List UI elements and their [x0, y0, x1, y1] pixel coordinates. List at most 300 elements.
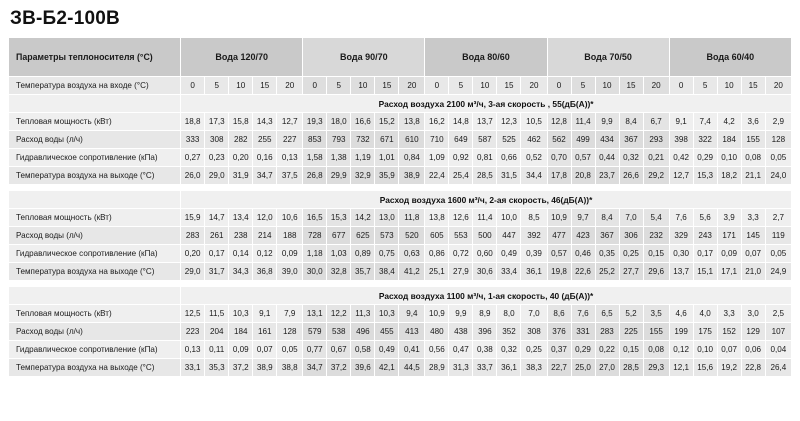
- data-cell: 8,4: [619, 113, 643, 131]
- data-cell: 145: [741, 227, 765, 245]
- data-cell: 27,9: [449, 263, 473, 281]
- table-row: [9, 227, 792, 245]
- data-cell: 11,3: [351, 305, 375, 323]
- data-cell: 18,2: [717, 167, 741, 185]
- inlet-temperature-value: 20: [277, 77, 303, 95]
- data-cell: 12,5: [181, 305, 205, 323]
- data-cell: 3,0: [741, 305, 765, 323]
- data-cell: 14,2: [351, 209, 375, 227]
- data-cell: 3,3: [717, 305, 741, 323]
- data-cell: 0,07: [717, 341, 741, 359]
- inlet-temperature-value: 5: [571, 77, 595, 95]
- data-cell: 12,3: [497, 113, 521, 131]
- row-label: Расход воды (л/ч): [9, 131, 181, 149]
- data-cell: 261: [205, 227, 229, 245]
- inlet-temperature-value: 5: [205, 77, 229, 95]
- inlet-temperature-value: 0: [547, 77, 571, 95]
- data-cell: 0,38: [473, 341, 497, 359]
- data-cell: 413: [399, 323, 425, 341]
- table-row: [9, 245, 792, 263]
- data-cell: 12,0: [253, 209, 277, 227]
- data-cell: 0,58: [351, 341, 375, 359]
- data-cell: 710: [425, 131, 449, 149]
- data-cell: 0,11: [205, 341, 229, 359]
- inlet-temperature-value: 0: [669, 77, 693, 95]
- data-cell: 15,8: [229, 113, 253, 131]
- data-cell: 0,22: [595, 341, 619, 359]
- inlet-temperature-value: 15: [375, 77, 399, 95]
- data-cell: 0,07: [741, 245, 765, 263]
- data-cell: 33,1: [181, 359, 205, 377]
- data-cell: 27,7: [619, 263, 643, 281]
- data-cell: 2,5: [765, 305, 791, 323]
- section-band-empty: [9, 95, 181, 113]
- data-cell: 3,3: [741, 209, 765, 227]
- data-cell: 188: [277, 227, 303, 245]
- data-cell: 293: [643, 131, 669, 149]
- data-cell: 32,8: [327, 263, 351, 281]
- data-cell: 13,7: [473, 113, 497, 131]
- data-cell: 11,5: [205, 305, 229, 323]
- data-cell: 34,7: [253, 167, 277, 185]
- data-cell: 500: [473, 227, 497, 245]
- data-cell: 0,12: [253, 245, 277, 263]
- data-cell: 0,04: [765, 341, 791, 359]
- data-cell: 8,4: [595, 209, 619, 227]
- data-cell: 3,9: [717, 209, 741, 227]
- data-cell: 5,2: [619, 305, 643, 323]
- data-cell: 732: [351, 131, 375, 149]
- data-cell: 15,3: [327, 209, 351, 227]
- data-cell: 36,1: [521, 263, 547, 281]
- data-cell: 12,7: [277, 113, 303, 131]
- section-band-label: Расход воздуха 1600 м³/ч, 2-ая скорость, 46(дБ(А))*: [181, 191, 792, 209]
- inlet-temperature-value: 20: [643, 77, 669, 95]
- data-cell: 14,3: [253, 113, 277, 131]
- data-cell: 13,0: [375, 209, 399, 227]
- data-cell: 0,63: [399, 245, 425, 263]
- data-cell: 37,2: [229, 359, 253, 377]
- row-label: Гидравлическое сопротивление (кПа): [9, 245, 181, 263]
- data-cell: 392: [521, 227, 547, 245]
- data-cell: 283: [595, 323, 619, 341]
- data-cell: 128: [277, 323, 303, 341]
- data-cell: 499: [571, 131, 595, 149]
- data-cell: 25,4: [449, 167, 473, 185]
- data-cell: 283: [181, 227, 205, 245]
- data-cell: 10,0: [497, 209, 521, 227]
- data-cell: 10,9: [547, 209, 571, 227]
- data-cell: 525: [497, 131, 521, 149]
- inlet-temperature-label: Температура воздуха на входе (°C): [9, 77, 181, 95]
- data-cell: 32,9: [351, 167, 375, 185]
- data-cell: 34,3: [229, 263, 253, 281]
- data-cell: 0,41: [399, 341, 425, 359]
- data-cell: 7,6: [669, 209, 693, 227]
- data-cell: 9,9: [595, 113, 619, 131]
- data-cell: 0,92: [449, 149, 473, 167]
- data-cell: 1,01: [375, 149, 399, 167]
- data-cell: 25,0: [571, 359, 595, 377]
- data-cell: 0,17: [205, 245, 229, 263]
- data-cell: 21,1: [741, 167, 765, 185]
- data-cell: 12,7: [669, 167, 693, 185]
- data-cell: 29,3: [643, 359, 669, 377]
- data-cell: 0,29: [693, 149, 717, 167]
- data-cell: 322: [693, 131, 717, 149]
- column-group-header: Вода 80/60: [425, 38, 547, 77]
- data-cell: 14,7: [205, 209, 229, 227]
- data-cell: 11,4: [473, 209, 497, 227]
- data-cell: 175: [693, 323, 717, 341]
- data-cell: 27,0: [595, 359, 619, 377]
- data-cell: 33,4: [497, 263, 521, 281]
- data-cell: 0,49: [375, 341, 399, 359]
- data-cell: 8,9: [473, 305, 497, 323]
- data-cell: 0,14: [229, 245, 253, 263]
- data-cell: 22,8: [741, 359, 765, 377]
- data-cell: 649: [449, 131, 473, 149]
- data-cell: 22,7: [547, 359, 571, 377]
- data-cell: 6,7: [643, 113, 669, 131]
- data-cell: 13,8: [399, 113, 425, 131]
- data-cell: 9,9: [449, 305, 473, 323]
- data-cell: 0,20: [229, 149, 253, 167]
- inlet-temperature-value: 10: [351, 77, 375, 95]
- data-cell: 0,09: [229, 341, 253, 359]
- table-row: [9, 359, 792, 377]
- data-cell: 255: [253, 131, 277, 149]
- data-cell: 152: [717, 323, 741, 341]
- data-cell: 21,0: [741, 263, 765, 281]
- data-cell: 35,9: [375, 167, 399, 185]
- row-label: Температура воздуха на выходе (°C): [9, 263, 181, 281]
- row-label: Тепловая мощность (кВт): [9, 113, 181, 131]
- data-cell: 10,3: [229, 305, 253, 323]
- data-cell: 0,30: [669, 245, 693, 263]
- data-cell: 33,7: [473, 359, 497, 377]
- data-cell: 223: [181, 323, 205, 341]
- data-cell: 17,8: [547, 167, 571, 185]
- data-cell: 8,0: [497, 305, 521, 323]
- section-band-empty: [9, 191, 181, 209]
- data-cell: 0,57: [571, 149, 595, 167]
- data-cell: 0,44: [595, 149, 619, 167]
- data-cell: 25,2: [595, 263, 619, 281]
- data-cell: 0,89: [351, 245, 375, 263]
- data-cell: 41,2: [399, 263, 425, 281]
- data-cell: 38,9: [399, 167, 425, 185]
- data-cell: 0,09: [277, 245, 303, 263]
- data-cell: 10,5: [521, 113, 547, 131]
- data-cell: 37,5: [277, 167, 303, 185]
- data-cell: 538: [327, 323, 351, 341]
- row-label: Температура воздуха на выходе (°C): [9, 359, 181, 377]
- data-cell: 573: [375, 227, 399, 245]
- data-cell: 331: [571, 323, 595, 341]
- data-cell: 2,9: [765, 113, 791, 131]
- data-cell: 1,38: [327, 149, 351, 167]
- data-cell: 0,13: [181, 341, 205, 359]
- data-cell: 5,4: [643, 209, 669, 227]
- data-cell: 8,6: [547, 305, 571, 323]
- inlet-temperature-value: 5: [327, 77, 351, 95]
- data-cell: 2,7: [765, 209, 791, 227]
- data-cell: 29,0: [181, 263, 205, 281]
- inlet-temperature-value: 15: [619, 77, 643, 95]
- data-cell: 0,32: [497, 341, 521, 359]
- data-cell: 29,2: [643, 167, 669, 185]
- data-cell: 128: [765, 131, 791, 149]
- data-cell: 9,4: [399, 305, 425, 323]
- data-cell: 22,6: [571, 263, 595, 281]
- table-row: [9, 131, 792, 149]
- inlet-temperature-value: 20: [765, 77, 791, 95]
- data-cell: 605: [425, 227, 449, 245]
- data-cell: 26,6: [619, 167, 643, 185]
- data-cell: 434: [595, 131, 619, 149]
- row-label: Тепловая мощность (кВт): [9, 209, 181, 227]
- data-cell: 0,84: [399, 149, 425, 167]
- data-cell: 35,3: [205, 359, 229, 377]
- data-cell: 107: [765, 323, 791, 341]
- data-cell: 29,9: [327, 167, 351, 185]
- data-cell: 0,47: [449, 341, 473, 359]
- inlet-temperature-value: 10: [473, 77, 497, 95]
- inlet-temperature-value: 20: [399, 77, 425, 95]
- data-cell: 155: [741, 131, 765, 149]
- data-cell: 30,6: [473, 263, 497, 281]
- inlet-temperature-value: 10: [595, 77, 619, 95]
- data-cell: 31,9: [229, 167, 253, 185]
- data-cell: 853: [303, 131, 327, 149]
- data-cell: 9,1: [669, 113, 693, 131]
- data-cell: 0,08: [643, 341, 669, 359]
- data-cell: 0,09: [717, 245, 741, 263]
- data-cell: 610: [399, 131, 425, 149]
- data-cell: 520: [399, 227, 425, 245]
- data-cell: 38,3: [521, 359, 547, 377]
- data-cell: 477: [547, 227, 571, 245]
- data-cell: 13,7: [669, 263, 693, 281]
- data-cell: 15,2: [375, 113, 399, 131]
- table-row: [9, 113, 792, 131]
- data-cell: 171: [717, 227, 741, 245]
- data-cell: 13,1: [303, 305, 327, 323]
- data-cell: 26,0: [181, 167, 205, 185]
- data-cell: 0,25: [619, 245, 643, 263]
- inlet-temperature-value: 15: [497, 77, 521, 95]
- table-row: [9, 323, 792, 341]
- data-cell: 15,1: [693, 263, 717, 281]
- data-cell: 367: [619, 131, 643, 149]
- data-cell: 12,2: [327, 305, 351, 323]
- data-cell: 455: [375, 323, 399, 341]
- data-cell: 1,58: [303, 149, 327, 167]
- data-cell: 5,6: [693, 209, 717, 227]
- data-cell: 214: [253, 227, 277, 245]
- data-cell: 0,23: [205, 149, 229, 167]
- inlet-temperature-value: 5: [449, 77, 473, 95]
- table-row: [9, 167, 792, 185]
- data-cell: 352: [497, 323, 521, 341]
- row-label: Тепловая мощность (кВт): [9, 305, 181, 323]
- data-cell: 17,1: [717, 263, 741, 281]
- inlet-temperature-value: 10: [717, 77, 741, 95]
- data-cell: 0,39: [521, 245, 547, 263]
- data-cell: 19,8: [547, 263, 571, 281]
- column-group-header: Вода 120/70: [181, 38, 303, 77]
- data-cell: 0,16: [253, 149, 277, 167]
- row-label: Температура воздуха на выходе (°C): [9, 167, 181, 185]
- data-cell: 0,77: [303, 341, 327, 359]
- data-cell: 306: [619, 227, 643, 245]
- inlet-temperature-value: 0: [181, 77, 205, 95]
- data-cell: 625: [351, 227, 375, 245]
- data-cell: 16,2: [425, 113, 449, 131]
- section-band-label: Расход воздуха 2100 м³/ч, 3-ая скорость , 55(дБ(А))*: [181, 95, 792, 113]
- data-cell: 19,3: [303, 113, 327, 131]
- data-cell: 0,42: [669, 149, 693, 167]
- data-cell: 11,8: [399, 209, 425, 227]
- data-cell: 15,3: [693, 167, 717, 185]
- data-cell: 1,09: [425, 149, 449, 167]
- data-cell: 199: [669, 323, 693, 341]
- data-cell: 0,10: [693, 341, 717, 359]
- table-row: [9, 149, 792, 167]
- data-cell: 671: [375, 131, 399, 149]
- data-cell: 728: [303, 227, 327, 245]
- data-cell: 376: [547, 323, 571, 341]
- data-cell: 7,0: [619, 209, 643, 227]
- section-band-row: [9, 95, 792, 113]
- data-cell: 0,05: [277, 341, 303, 359]
- inlet-temperature-value: 15: [741, 77, 765, 95]
- data-cell: 496: [351, 323, 375, 341]
- data-cell: 35,7: [351, 263, 375, 281]
- data-cell: 39,6: [351, 359, 375, 377]
- data-cell: 36,1: [497, 359, 521, 377]
- column-group-header: Вода 60/40: [669, 38, 791, 77]
- data-cell: 11,4: [571, 113, 595, 131]
- data-cell: 7,0: [521, 305, 547, 323]
- data-cell: 0,05: [765, 149, 791, 167]
- data-cell: 0,75: [375, 245, 399, 263]
- data-cell: 0,35: [595, 245, 619, 263]
- row-label: Расход воды (л/ч): [9, 227, 181, 245]
- data-cell: 18,8: [181, 113, 205, 131]
- data-cell: 677: [327, 227, 351, 245]
- data-cell: 243: [693, 227, 717, 245]
- data-cell: 308: [205, 131, 229, 149]
- data-cell: 30,0: [303, 263, 327, 281]
- data-cell: 28,5: [619, 359, 643, 377]
- data-cell: 184: [229, 323, 253, 341]
- data-cell: 0,10: [717, 149, 741, 167]
- data-cell: 367: [595, 227, 619, 245]
- data-cell: 438: [449, 323, 473, 341]
- data-cell: 0,15: [619, 341, 643, 359]
- data-cell: 15,9: [181, 209, 205, 227]
- data-cell: 155: [643, 323, 669, 341]
- data-cell: 553: [449, 227, 473, 245]
- data-cell: 396: [473, 323, 497, 341]
- data-cell: 333: [181, 131, 205, 149]
- table-row: [9, 305, 792, 323]
- inlet-temperature-value: 0: [425, 77, 449, 95]
- data-cell: 0,72: [449, 245, 473, 263]
- section-band-row: [9, 191, 792, 209]
- data-cell: 12,8: [547, 113, 571, 131]
- data-cell: 4,2: [717, 113, 741, 131]
- data-cell: 29,6: [643, 263, 669, 281]
- data-cell: 38,4: [375, 263, 399, 281]
- data-cell: 225: [619, 323, 643, 341]
- inlet-temperature-value: 20: [521, 77, 547, 95]
- data-cell: 0,66: [497, 149, 521, 167]
- data-cell: 26,8: [303, 167, 327, 185]
- data-cell: 0,67: [327, 341, 351, 359]
- data-cell: 0,13: [277, 149, 303, 167]
- data-cell: 13,8: [425, 209, 449, 227]
- data-cell: 0,46: [571, 245, 595, 263]
- data-cell: 462: [521, 131, 547, 149]
- specification-table: [8, 37, 792, 377]
- data-cell: 0,37: [547, 341, 571, 359]
- data-cell: 31,5: [497, 167, 521, 185]
- data-cell: 9,7: [571, 209, 595, 227]
- data-cell: 0,20: [181, 245, 205, 263]
- data-cell: 0,25: [521, 341, 547, 359]
- inlet-temperature-value: 15: [253, 77, 277, 95]
- data-cell: 13,4: [229, 209, 253, 227]
- data-cell: 36,8: [253, 263, 277, 281]
- data-cell: 0,57: [547, 245, 571, 263]
- inlet-temperature-value: 10: [229, 77, 253, 95]
- data-cell: 28,9: [425, 359, 449, 377]
- data-cell: 44,5: [399, 359, 425, 377]
- data-cell: 19,2: [717, 359, 741, 377]
- data-cell: 0,70: [547, 149, 571, 167]
- data-cell: 0,81: [473, 149, 497, 167]
- data-cell: 28,5: [473, 167, 497, 185]
- data-cell: 0,15: [643, 245, 669, 263]
- data-cell: 0,56: [425, 341, 449, 359]
- data-cell: 6,5: [595, 305, 619, 323]
- data-cell: 8,5: [521, 209, 547, 227]
- section-band-label: Расход воздуха 1100 м³/ч, 1-ая скорость, 40 (дБ(А))*: [181, 287, 792, 305]
- data-cell: 25,1: [425, 263, 449, 281]
- data-cell: 34,7: [303, 359, 327, 377]
- data-cell: 23,7: [595, 167, 619, 185]
- data-cell: 18,0: [327, 113, 351, 131]
- data-cell: 480: [425, 323, 449, 341]
- data-cell: 0,05: [765, 245, 791, 263]
- data-cell: 562: [547, 131, 571, 149]
- data-cell: 38,8: [277, 359, 303, 377]
- data-cell: 10,9: [425, 305, 449, 323]
- section-band-row: [9, 287, 792, 305]
- data-cell: 16,6: [351, 113, 375, 131]
- data-cell: 282: [229, 131, 253, 149]
- column-group-header: Вода 90/70: [303, 38, 425, 77]
- data-cell: 0,29: [571, 341, 595, 359]
- page-title: ЗВ-Б2-100В: [10, 8, 120, 29]
- data-cell: 119: [765, 227, 791, 245]
- data-cell: 14,8: [449, 113, 473, 131]
- data-cell: 1,18: [303, 245, 327, 263]
- data-cell: 24,0: [765, 167, 791, 185]
